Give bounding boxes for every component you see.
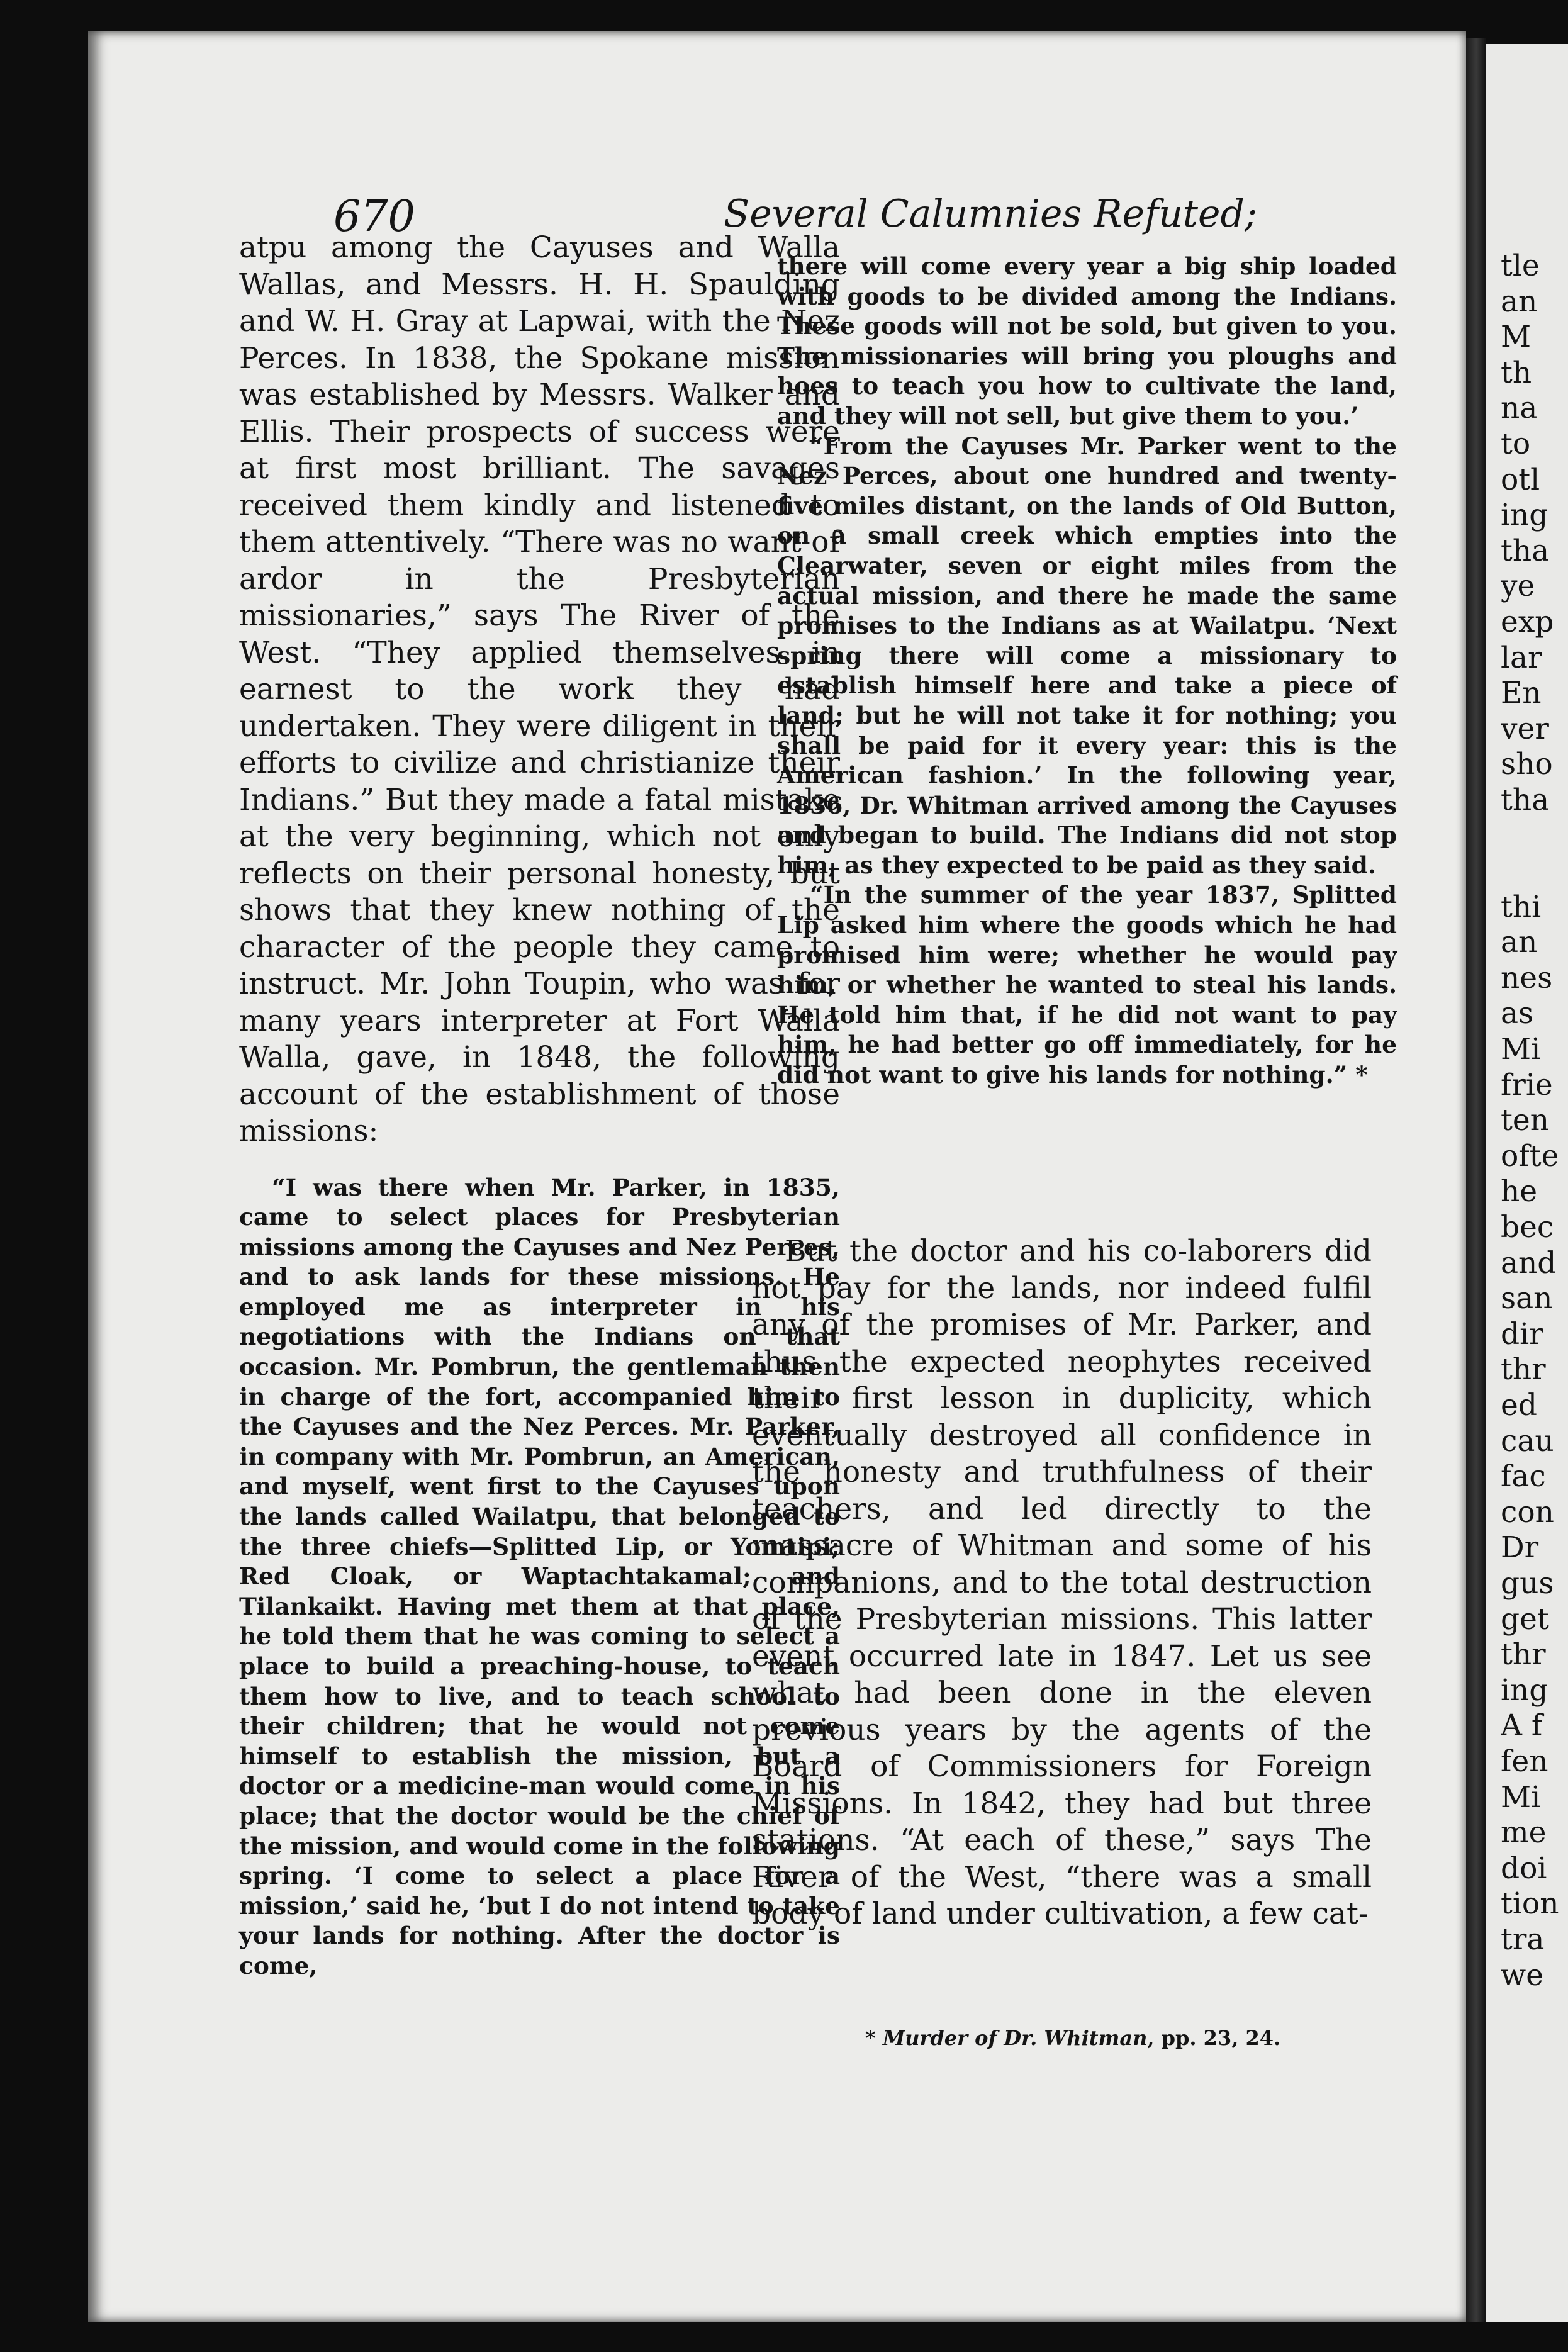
- edge-fragment: sho: [1501, 747, 1553, 782]
- edge-fragment: thr: [1501, 1352, 1546, 1387]
- edge-fragment: fac: [1501, 1459, 1546, 1494]
- edge-fragment: tra: [1501, 1922, 1545, 1957]
- edge-fragment: he: [1501, 1174, 1538, 1209]
- edge-fragment: gus: [1501, 1565, 1554, 1601]
- edge-fragment: Dr: [1501, 1530, 1539, 1565]
- right-column: [777, 252, 1397, 1090]
- edge-fragment: na: [1501, 391, 1538, 426]
- edge-fragment: ing: [1501, 498, 1548, 533]
- edge-fragment: con: [1501, 1494, 1554, 1530]
- edge-fragment: ed: [1501, 1388, 1537, 1423]
- edge-fragment: ofte: [1501, 1138, 1559, 1173]
- body-paragraph: But the doctor and his co-laborers did not pay for the lands, nor indeed fulfil any of the promises of Mr. Parker, and thus the expected neophytes received their first lesson in duplicity, which eventually destroyed all confidence in the honesty and truthfulness of their teachers, and led directly to the massacre of Whitman and some of his companions, and to the total destruction of the Presbyterian missions. This latter event occurred late in 1847. Let us see what had been done in the eleven previous years by the agents of the Board of Commissioners for Foreign Missions. In 1842, they had but three stations. “At each of these,” says The River of the West, “there was a small body of land under cultivation, a few cat-: [752, 1234, 1372, 1931]
- book-spine: [1466, 38, 1486, 2322]
- edge-fragment: [1501, 854, 1568, 890]
- edge-fragment: tha: [1501, 533, 1550, 568]
- edge-fragment: otl: [1501, 462, 1540, 497]
- edge-fragment: get: [1501, 1601, 1549, 1637]
- edge-fragment: san: [1501, 1281, 1553, 1316]
- edge-fragment: bec: [1501, 1210, 1554, 1245]
- edge-fragment: tle: [1501, 249, 1540, 283]
- footnote: [865, 2026, 1369, 2050]
- edge-fragment: and: [1501, 1245, 1557, 1280]
- edge-fragment: an: [1501, 925, 1538, 960]
- edge-fragment: Mi: [1501, 1779, 1541, 1815]
- block-quote: “In the summer of the year 1837, Splitted Lip asked him where the goods which he had promised him were; whether he would pay him, or whether he wanted to steal his lands. He told him that, if he did not want to pay him, he had better go off immediately, for he did not want to give his lands for nothing.” *: [777, 881, 1397, 1089]
- edge-fragment: fen: [1501, 1744, 1548, 1779]
- edge-fragment: A f: [1501, 1708, 1543, 1744]
- footnote-title: Murder of Dr. Whitman: [882, 2026, 1148, 2050]
- edge-fragment: M: [1501, 320, 1532, 355]
- edge-fragment: tion: [1501, 1886, 1559, 1922]
- adjacent-page-text-fragments: [1501, 249, 1568, 1993]
- edge-fragment: Mi: [1501, 1032, 1541, 1067]
- edge-fragment: En: [1501, 676, 1542, 711]
- edge-fragment: th: [1501, 355, 1532, 390]
- edge-fragment: ing: [1501, 1672, 1548, 1708]
- running-title: Several Calumnies Refuted;: [724, 192, 1258, 236]
- block-quote: “From the Cayuses Mr. Parker went to the Nez Perces, about one hundred and twenty-five miles distant, on the lands of Old Button, on a small creek which empties into the Clearwater, seven or eight miles from the actual mission, and there he made the same promises to the Indians as at Wailatpu. ‘Next spring there will come a missionary to establish himself here and take a piece of land; but he will not take it for nothing; you shall be paid for it every year: this is the American fashion.’ In the following year, 1836, Dr. Whitman arrived among the Cayuses and began to build. The Indians did not stop him, as they expected to be paid as they said.: [777, 432, 1397, 879]
- edge-fragment: [1501, 819, 1568, 854]
- edge-fragment: lar: [1501, 640, 1542, 675]
- edge-fragment: ten: [1501, 1103, 1549, 1138]
- footnote-marker: *: [865, 2026, 876, 2050]
- edge-fragment: to: [1501, 426, 1531, 461]
- block-quote-continued: there will come every year a big ship loaded with goods to be divided among the Indians. These goods will not be sold, but given to you. The missionaries will bring you ploughs and hoes to teach you how to cultivate the land, and they will not sell, but give them to you.’: [777, 252, 1397, 430]
- edge-fragment: we: [1501, 1957, 1544, 1993]
- edge-fragment: thi: [1501, 889, 1542, 924]
- block-quote: “I was there when Mr. Parker, in 1835, came to select places for Presbyterian missions among the Cayuses and Nez Perces, and to ask lands for these missions. He employed me as interpreter in his negotiations with the Indians on that occasion. Mr. Pombrun, the gentleman then in charge of the fort, accompanied him to the Cayuses and the Nez Perces. Mr. Parker, in company with Mr. Pombrun, an American, and myself, went first to the Cayuses upon the lands called Wailatpu, that belonged to the three chiefs—Splitted Lip, or Yomtipi; Red Cloak, or Waptachtakamal; and Tilankaikt. Having met them at that place, he told them that he was coming to select a place to build a preaching-house, to teach them how to live, and to teach school to their children; that he would not come himself to establish the mission, but a doctor or a medicine-man would come in his place; that the doctor would be the chief of the mission, and would come in the following spring. ‘I come to select a place for a mission,’ said he, ‘but I do not intend to take your lands for nothing. After the doctor is come,: [239, 1173, 840, 1980]
- edge-fragment: cau: [1501, 1423, 1554, 1459]
- body-paragraph: atpu among the Cayuses and Walla Wallas, and Messrs. H. H. Spaulding and W. H. Gray at Lapwai, with the Nez Perces. In 1838, the Spokane mission was established by Messrs. Walker and Ellis. Their prospects of success were at first most brilliant. The savages received them kindly and listened to them attentively. “There was no want of ardor in the Presbyterian missionaries,” says The River of the West. “They applied themselves in earnest to the work they had undertaken. They were diligent in their efforts to civilize and christianize their Indians.” But they made a fatal mistake at the very beginning, which not only reflects on their personal honesty, but shows that they knew nothing of the character of the people they came to instruct. Mr. John Toupin, who was for many years interpreter at Fort Walla Walla, gave, in 1848, the following account of the establishment of those missions:: [239, 230, 840, 1148]
- edge-fragment: an: [1501, 284, 1538, 319]
- edge-fragment: nes: [1501, 960, 1553, 995]
- edge-fragment: thr: [1501, 1637, 1546, 1672]
- edge-fragment: tha: [1501, 782, 1550, 817]
- edge-fragment: me: [1501, 1815, 1547, 1851]
- edge-fragment: doi: [1501, 1851, 1547, 1886]
- edge-fragment: exp: [1501, 604, 1554, 639]
- edge-fragment: frie: [1501, 1067, 1553, 1102]
- page-number: 670: [333, 192, 415, 242]
- edge-fragment: as: [1501, 996, 1534, 1031]
- left-column: [239, 230, 840, 1981]
- edge-fragment: ver: [1501, 711, 1549, 746]
- footnote-pages: , pp. 23, 24.: [1147, 2026, 1281, 2050]
- edge-fragment: dir: [1501, 1316, 1543, 1352]
- edge-fragment: ye: [1501, 569, 1535, 604]
- right-column-body: [752, 1233, 1372, 1933]
